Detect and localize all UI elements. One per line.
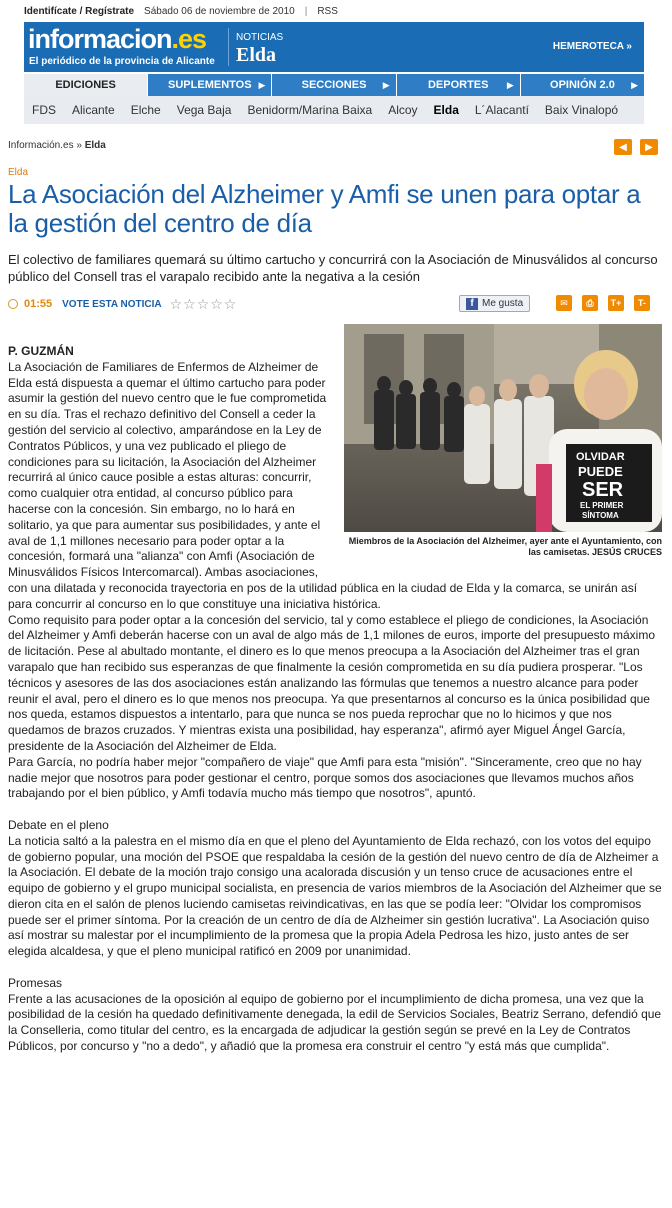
next-arrow-icon[interactable]: ▶	[640, 139, 658, 155]
article-subtitle: El colectivo de familiares quemará su último cartucho y concurrirá con la Asociación de Minusválidos al concurso público del Consell tras el varapalo recibido ante la negativa a la cesión	[8, 252, 658, 284]
arrow-right-icon: ▶	[631, 79, 639, 90]
tab-opinion[interactable]: OPINIÓN 2.0 ▶	[550, 79, 639, 91]
svg-text:SER: SER	[582, 479, 624, 501]
subnav-item-benidorm[interactable]: Benidorm/Marina Baixa	[247, 103, 373, 117]
body-paragraph: La noticia saltó a la palestra en el mismo día en que el pleno del Ayuntamiento de Elda rechazó, con los votos del equipo de gobierno popular, una moción del PSOE que respaldaba la cesión de la gestión del nuevo centro de día de Alzheimer a la Asociación. El debate de la moción trajo consigo una acalorada discusión y un tenso cruce de acusaciones entre el equipo de gobierno y el grupo municipal socialista, en presencia de varios miembros de la Asociación del Alzheimer que se dieron cita en el salón de plenos luciendo camisetas reivindicativas, en las que se podía leer: "Olvidar los compromisos puede ser el primer síntoma. Por la creación de un centro de día de Alzheimer sin gestión lucrativa". La Asociación quiso así mostrar su malestar por el incumplimiento de la promesa que la propia Adela Pedrosa les hizo, justo antes de ser elegida alcaldesa, y que el pleno municipal ratificó en 2009 por unanimidad.	[8, 833, 662, 959]
article-pager	[614, 139, 658, 155]
email-icon[interactable]: ✉	[556, 295, 572, 311]
subnav-item-fds[interactable]: FDS	[32, 103, 56, 117]
article-body	[8, 344, 664, 1055]
facebook-icon: f	[466, 298, 478, 310]
breadcrumb-root[interactable]: Información.es	[8, 140, 74, 151]
svg-text:SÍNTOMA: SÍNTOMA	[582, 511, 619, 520]
section-city[interactable]: Elda	[236, 44, 277, 66]
tab-ediciones[interactable]: EDICIONES	[24, 74, 148, 96]
tab-secciones[interactable]: SECCIONES ▶	[272, 74, 396, 96]
paragraph-gap	[8, 802, 664, 818]
subnav-item-alcoy[interactable]: Alcoy	[388, 103, 418, 117]
font-decrease-icon[interactable]: T-	[634, 295, 650, 311]
subhead-promesas: Promesas	[8, 975, 63, 990]
site-header	[24, 22, 644, 72]
star-rating[interactable]: ☆☆☆☆☆	[169, 295, 238, 312]
site-tagline: El periódico de la provincia de Alicante	[29, 56, 215, 67]
subnav-item-elda[interactable]: Elda	[433, 103, 459, 117]
top-bar	[24, 0, 644, 22]
site-logo[interactable]: informacion.es	[28, 24, 207, 54]
subnav-item-baix-vinalopo[interactable]: Baix Vinalopó	[544, 103, 619, 117]
facebook-like-button[interactable]: f Me gusta	[459, 295, 530, 312]
current-date: Sábado 06 de noviembre de 2010	[144, 5, 295, 17]
login-link[interactable]: Identifícate / Regístrate	[24, 5, 135, 17]
svg-text:EL PRIMER: EL PRIMER	[580, 501, 624, 510]
article-headline: La Asociación del Alzheimer y Amfi se unen para optar a la gestión del centro de día	[8, 179, 641, 238]
editions-subnav	[24, 96, 644, 124]
body-paragraph: Para García, no podría haber mejor "compañero de viaje" que Amfi para esta "misión". "Sinceramente, creo que no hay nadie mejor que nosotros para poder gestionar el centro, porque somos dos asociaciones que llevamos muchos años trabajando por el bien público, y Amfi todavía mucho más tiempo que nosotros", apuntó.	[8, 754, 642, 801]
publish-time: 01:55	[24, 298, 53, 310]
photo-spacer	[332, 344, 664, 566]
photo-caption: Miembros de la Asociación del Alzheimer, ayer ante el Ayuntamiento, con las camisetas. JESÚS CRUCES	[348, 536, 662, 557]
tab-deportes[interactable]: DEPORTES ▶	[397, 74, 521, 96]
subnav-item-elche[interactable]: Elche	[130, 103, 161, 117]
breadcrumb: Información.es » Elda	[8, 140, 106, 151]
body-paragraph: Como requisito para poder optar a la concesión del servicio, tal y como establece el pliego de condiciones, la Asociación del Alzheimer y Amfi deberán hacerse con un aval de algo más de 1,1 milones de euros, importe del presupuesto máximo de licitación. Pese al abultado montante, el dinero es lo que menos preocupa a la Asociación del Alzheimer tras el gran varapalo que han recibido sus esperanzas de que finalmente la cesión comprometida en su día pudiera prosperar. "Los técnicos y asesores de las dos asociaciones están analizando las fórmulas que tenemos a nuestro alcance para poder reunir el aval, pero el dinero es lo que menos nos preocupa. Ya que presentarnos al concurso es la única posibilidad que nos queda, estamos dispuestos a intentarlo, para que nunca se nos pueda reprochar que no lo hicimos y que nos quedamos de brazos cruzados. Y mientras exista una posibilidad, hay esperanza", afirmó ayer Miguel Ángel García, presidente de la Asociación del Alzheimer de Elda.	[8, 612, 656, 753]
tab-suplementos[interactable]: SUPLEMENTOS ▶	[148, 74, 272, 96]
subnav-item-alacanti[interactable]: L´Alacantí	[474, 103, 529, 117]
header-divider	[228, 28, 229, 66]
subnav-item-vega-baja[interactable]: Vega Baja	[176, 103, 232, 117]
body-paragraph: Frente a las acusaciones de la oposición al equipo de gobierno por el incumplimiento de dicha promesa, una vez que la posibilidad de la cesión ha quedado definitivamente denegada, la edil de Servicios Sociales, Beatriz Serrano, defendió que la Conselleria, como titular del centro, es la encargada de adjudicar la gestión según se prevé en la Ley de Contratos Públicos, por concurso y "no a dedo", y añadió que la promesa era construir el centro "y está más que cumplida".	[8, 991, 662, 1054]
rss-link[interactable]: RSS	[317, 5, 338, 17]
article-section[interactable]: Elda	[8, 167, 29, 178]
print-icon[interactable]: ⎙	[582, 295, 598, 311]
arrow-right-icon: ▶	[382, 79, 390, 90]
section-kicker: NOTICIAS	[236, 32, 284, 43]
svg-text:PUEDE: PUEDE	[578, 464, 623, 479]
arrow-right-icon: ▶	[506, 79, 514, 90]
article-author: P. GUZMÁN	[8, 344, 74, 358]
paragraph-gap	[8, 960, 664, 976]
svg-text:OLVIDAR: OLVIDAR	[576, 451, 625, 463]
separator: |	[304, 5, 308, 17]
clock-icon	[8, 299, 18, 309]
main-nav	[24, 74, 644, 96]
vote-label: VOTE ESTA NOTICIA	[62, 298, 162, 310]
subhead-debate: Debate en el pleno	[8, 817, 109, 832]
body-paragraph: La Asociación de Familiares de Enfermos de Alzheimer de Elda está dispuesta a quemar el último cartucho para poder asumir la gestión del nuevo centro que le fue comprometida en su día. Tras el rechazo definitivo del Consell a ceder la gestión del servicio al colectivo, amparándose en la Ley de Contratos Públicos, y una vez publicado el pliego de condiciones para su licitación, la Asociación del Alzheimer recurrirá al único cauce posible a estas alturas: concurrir, como cualquier otra entidad, al concurso público para hacerse con la concesión. Sin embargo, no lo hará en solitario, ya que para aumentar sus posibilidades, y ante el aval de 1,1 millones necesario para poder optar a la concesión, formará una "alianza" con Amfi (Asociación de Minusválidos Físicos Intercomarcal). Ambas asociaciones, con una dilatada y reconocida trayectoria en pos de la utilidad pública en la ciudad de Elda y la comarca, se unirán así para concurrir al concurso en lo que constituye una iniciativa histórica.	[8, 359, 638, 611]
breadcrumb-current[interactable]: Elda	[84, 140, 106, 151]
subnav-item-alicante[interactable]: Alicante	[72, 103, 115, 117]
previous-arrow-icon[interactable]: ◀	[614, 139, 632, 155]
article-meta	[8, 294, 658, 314]
hemeroteca-link[interactable]: HEMEROTECA »	[552, 41, 632, 52]
arrow-right-icon: ▶	[258, 79, 266, 90]
article-tools	[556, 295, 650, 311]
font-increase-icon[interactable]: T+	[608, 295, 624, 311]
